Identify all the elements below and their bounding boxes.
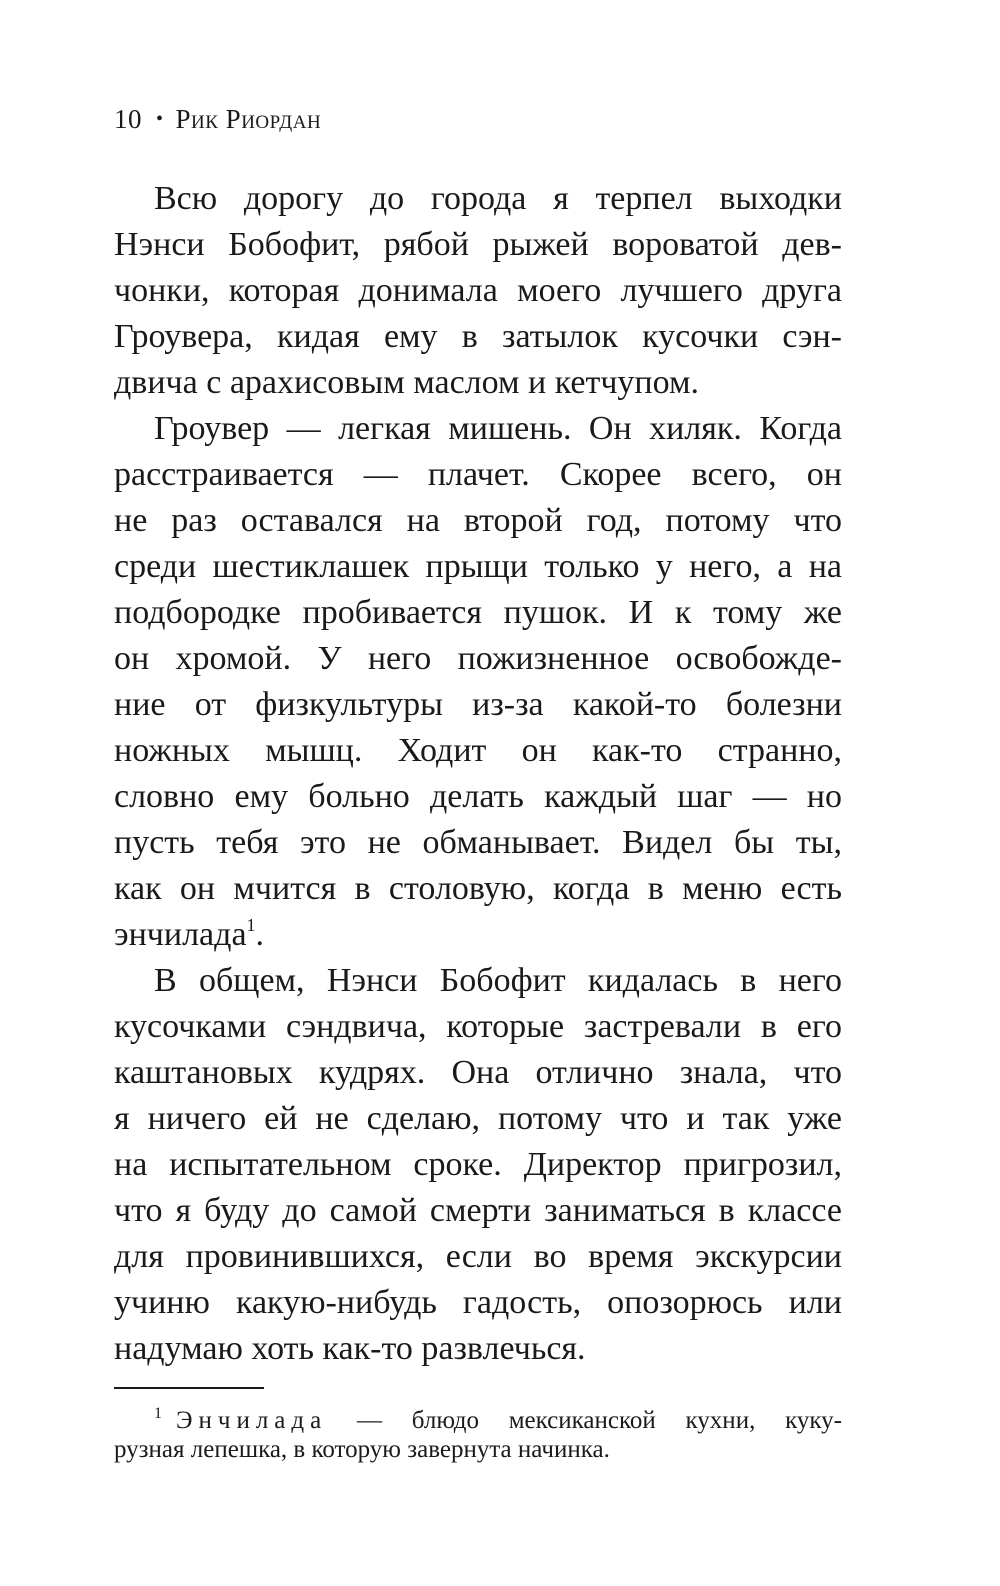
footnote-line: рузная лепешка, в которую завернута начинка. [114,1436,610,1463]
text-line: подбородке пробивается пушок. И к тому же [114,594,842,631]
running-head [114,104,321,135]
text-line: расстраивается — плачет. Скорее всего, он [114,456,842,493]
author-name: Рик Риордан [175,104,322,134]
text-line: учиню какую-нибудь гадость, опозорюсь или [114,1284,842,1321]
separator-bullet: • [156,108,164,130]
text-line: Всю дорогу до города я терпел выходки [154,180,842,217]
footnote-term: Энчилада [176,1407,328,1434]
text-line: каштановых кудрях. Она отлично знала, что [114,1054,842,1091]
text-line: надумаю хоть как-то развлечься. [114,1330,586,1367]
text-line: я ничего ей не сделаю, потому что и так уже [114,1100,842,1137]
text-line: как он мчится в столовую, когда в меню есть [114,870,842,907]
text-line: что я буду до самой смерти заниматься в классе [114,1192,842,1229]
text-line: чонки, которая донимала моего лучшего друга [114,272,842,309]
text-line: Гроувера, кидая ему в затылок кусочки сэн- [114,318,842,355]
text-line: на испытательном сроке. Директор пригрозил, [114,1146,842,1183]
text-fragment: энчилада [114,916,247,953]
text-line-with-footnote [114,912,842,958]
footnote-line [114,1396,842,1432]
text-line: Нэнси Бобофит, рябой рыжей вороватой дев- [114,226,842,263]
text-line: не раз оставался на второй год, потому что [114,502,842,539]
text-line: ние от физкультуры из-за какой-то болезни [114,686,842,723]
text-line: среди шестиклашек прыщи только у него, а на [114,548,842,585]
footnote-definition: — блюдо мексиканской кухни, куку- [327,1407,842,1434]
text-line: В общем, Нэнси Бобофит кидалась в него [154,962,842,999]
text-line: ножных мышц. Ходит он как-то странно, [114,732,842,769]
text-fragment: . [255,916,265,953]
footnote-reference[interactable]: 1 [246,915,256,935]
text-line: для провинившихся, если во время экскурсии [114,1238,842,1275]
footnote [114,1396,842,1468]
footnote-divider [114,1387,264,1389]
body-text [114,176,842,1372]
footnote-number: 1 [154,1405,162,1422]
text-line: Гроувер — легкая мишень. Он хиляк. Когда [154,410,842,447]
text-line: кусочками сэндвича, которые застревали в его [114,1008,842,1045]
text-line: он хромой. У него пожизненное освобожде- [114,640,842,677]
page-number: 10 [114,104,142,134]
text-line: двича с арахисовым маслом и кетчупом. [114,364,699,401]
text-line: словно ему больно делать каждый шаг — но [114,778,842,815]
text-line: пусть тебя это не обманывает. Видел бы ты, [114,824,842,861]
